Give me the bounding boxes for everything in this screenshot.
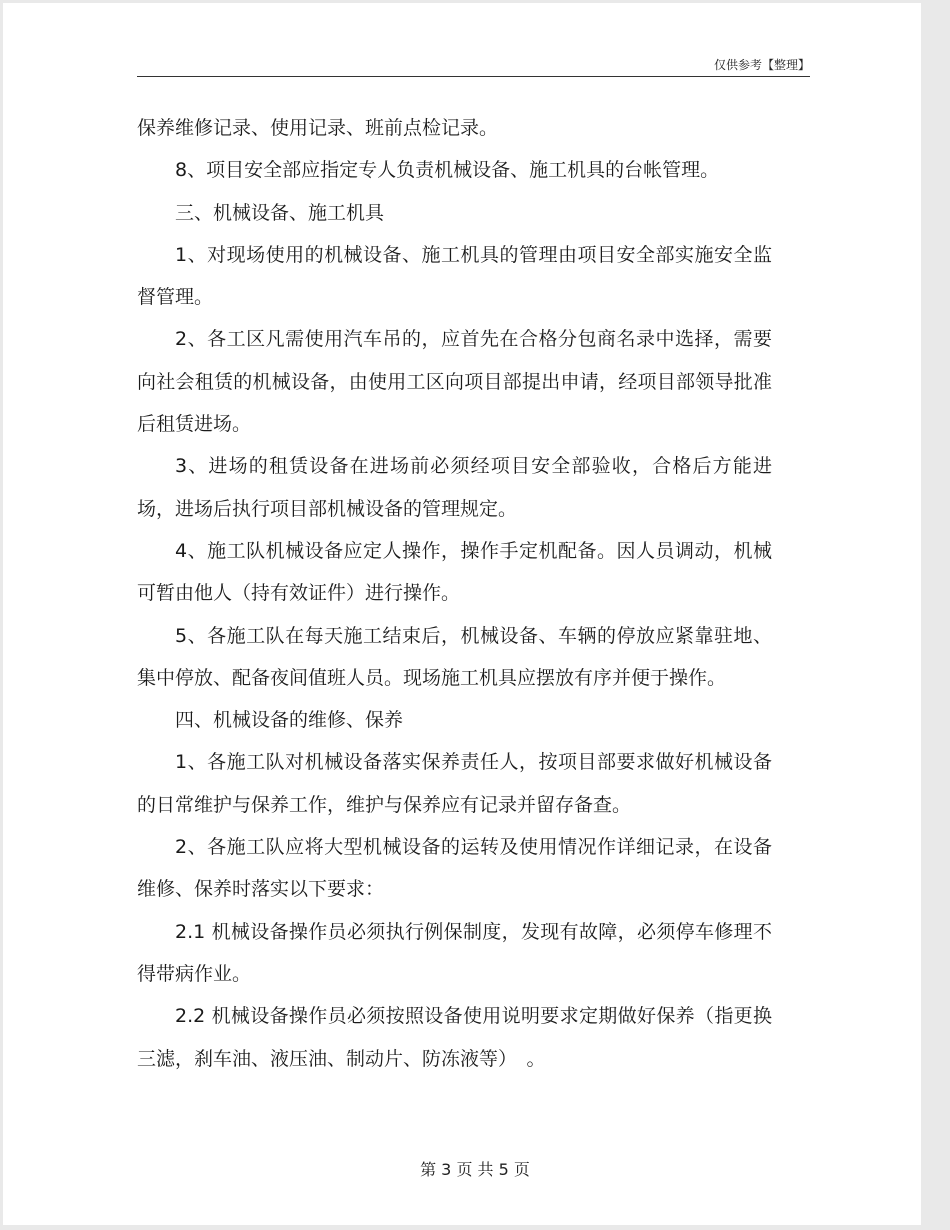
paragraph: 1、对现场使用的机械设备、施工机具的管理由项目安全部实施安全监督管理。 (137, 243, 772, 309)
paragraph: 1、各施工队对机械设备落实保养责任人，按项目部要求做好机械设备的日常维护与保养工作，维护与保养应有记录并留存备查。 (137, 751, 772, 816)
paragraph: 4、施工队机械设备应定人操作，操作手定机配备。因人员调动，机械可暂由他人（持有效证件）进行操作。 (137, 539, 772, 605)
paragraph: 3、进场的租赁设备在进场前必须经项目安全部验收，合格后方能进场，进场后执行项目部机械设备的管理规定。 (137, 455, 772, 520)
paragraph: 保养维修记录、使用记录、班前点检记录。 (137, 117, 499, 139)
page-footer: 第 3 页 共 5 页 (420, 1160, 530, 1179)
paragraph: 2.1 机械设备操作员必须执行例保制度，发现有故障，必须停车修理不得带病作业。 (137, 920, 772, 985)
paragraph: 2、各施工队应将大型机械设备的运转及使用情况作详细记录，在设备维修、保养时落实以下要求： (137, 836, 772, 901)
paragraph: 8、项目安全部应指定专人负责机械设备、施工机具的台帐管理。 (175, 159, 720, 182)
page-header: 仅供参考【整理】 (713, 58, 810, 72)
header-rule (137, 76, 810, 77)
document-body (137, 107, 772, 1080)
paragraph: 5、各施工队在每天施工结束后，机械设备、车辆的停放应紧靠驻地、集中停放、配备夜间值班人员。现场施工机具应摆放有序并便于操作。 (137, 624, 772, 689)
paragraph: 三、机械设备、施工机具 (175, 201, 385, 224)
paragraph: 四、机械设备的维修、保养 (175, 709, 404, 732)
paragraph: 2.2 机械设备操作员必须按照设备使用说明要求定期做好保养（指更换三滤，刹车油、液压油、制动片、防冻液等） 。 (137, 1005, 772, 1070)
paragraph: 2、各工区凡需使用汽车吊的，应首先在合格分包商名录中选择，需要向社会租赁的机械设备，由使用工区向项目部提出申请，经项目部领导批准后租赁进场。 (137, 328, 772, 436)
